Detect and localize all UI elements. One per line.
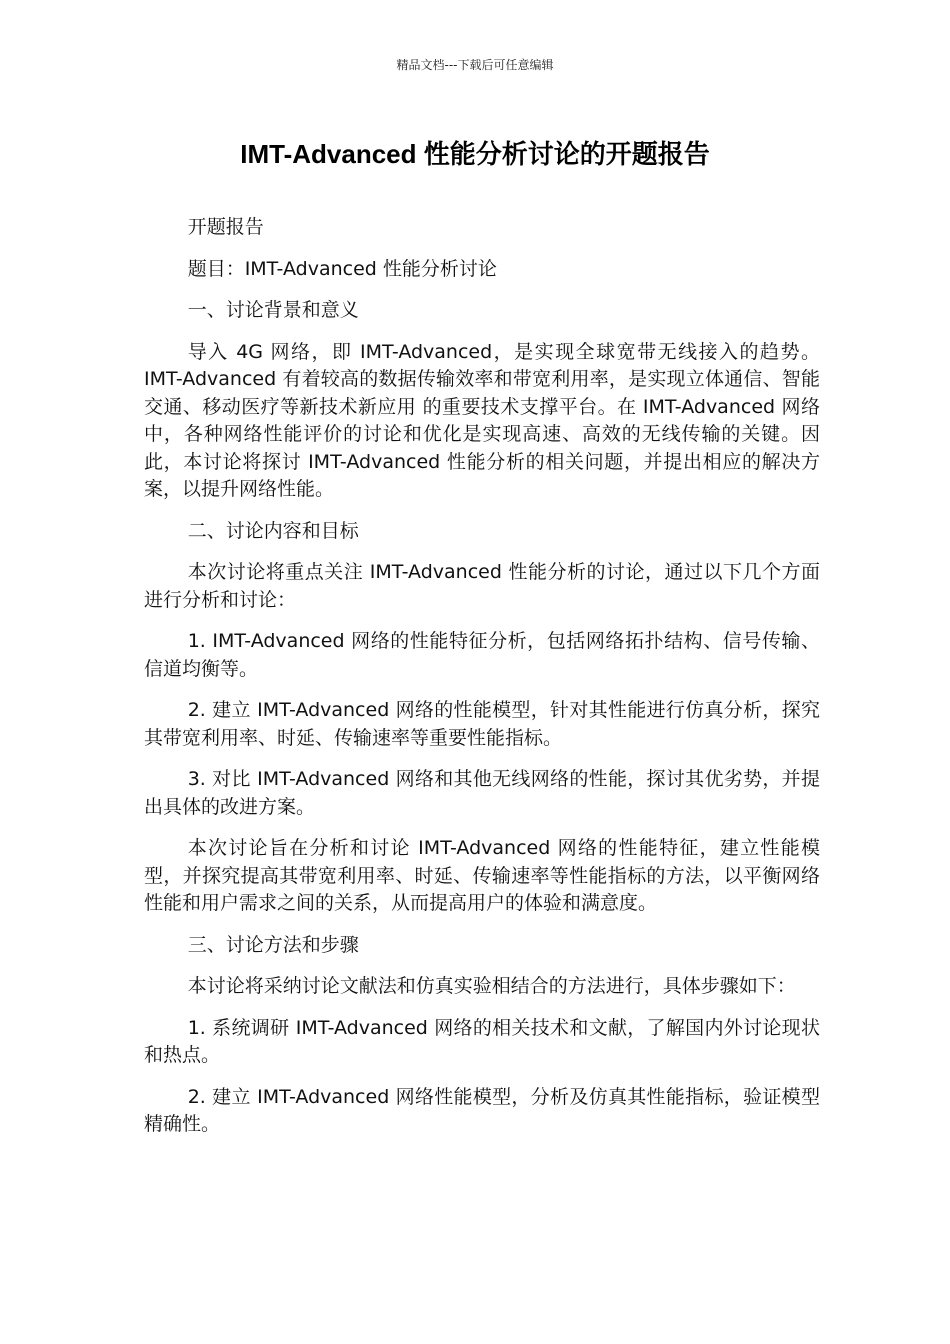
section-heading-method: 三、讨论方法和步骤 [187, 933, 359, 956]
paragraph-method-intro: 本讨论将采纳讨论文献法和仿真实验相结合的方法进行，具体步骤如下： [187, 975, 796, 997]
topic-line: 题目：IMT-Advanced 性能分析讨论 [187, 257, 497, 280]
section-heading-content: 二、讨论内容和目标 [187, 519, 359, 542]
list-item-method-2: 2. 建立 IMT-Advanced 网络性能模型，分析及仿真其性能指标，验证模型精确性。 [144, 1085, 820, 1135]
list-item-content-3: 3. 对比 IMT-Advanced 网络和其他无线网络的性能，探讨其优劣势，并提出具体的改进方案。 [144, 768, 820, 818]
document-title: IMT-Advanced 性能分析讨论的开题报告 [240, 139, 710, 169]
section-label-report: 开题报告 [187, 216, 264, 238]
list-item-content-2: 2. 建立 IMT-Advanced 网络的性能模型，针对其性能进行仿真分析，探究其带宽利用率、时延、传输速率等重要性能指标。 [144, 699, 820, 749]
document-body [144, 214, 820, 1153]
section-heading-background: 一、讨论背景和意义 [187, 299, 359, 321]
paragraph-background: 导入 4G 网络，即 IMT-Advanced，是实现全球宽带无线接入的趋势。 IMT-Advanced 有着较高的数据传输效率和带宽利用率，是实现立体通信、智能交通、移动医疗等新技术新应用 的重要技术支撑平台。在 IMT-Advanced 网络中，各种网络性能评价的讨论和优化是实现高速、高效的无线传输的关键。因此，本讨论将探讨 IMT-Advanced 性能分析的相关问题，并提出相应的解决方案，以提升网络性能。 [144, 340, 820, 500]
paragraph-content-intro: 本次讨论将重点关注 IMT-Advanced 性能分析的讨论，通过以下几个方面进行分析和讨论： [144, 561, 820, 611]
list-item-method-1: 1. 系统调研 IMT-Advanced 网络的相关技术和文献，了解国内外讨论现状和热点。 [144, 1016, 820, 1066]
paragraph-content-goal: 本次讨论旨在分析和讨论 IMT-Advanced 网络的性能特征，建立性能模型，并探究提高其带宽利用率、时延、传输速率等性能指标的方法，以平衡网络性能和用户需求之间的关系，从而提高用户的体验和满意度。 [144, 837, 820, 914]
list-item-content-1: 1. IMT-Advanced 网络的性能特征分析，包括网络拓扑结构、信号传输、信道均衡等。 [144, 630, 820, 680]
header-note: 精品文档---下载后可任意编辑 [396, 58, 554, 72]
